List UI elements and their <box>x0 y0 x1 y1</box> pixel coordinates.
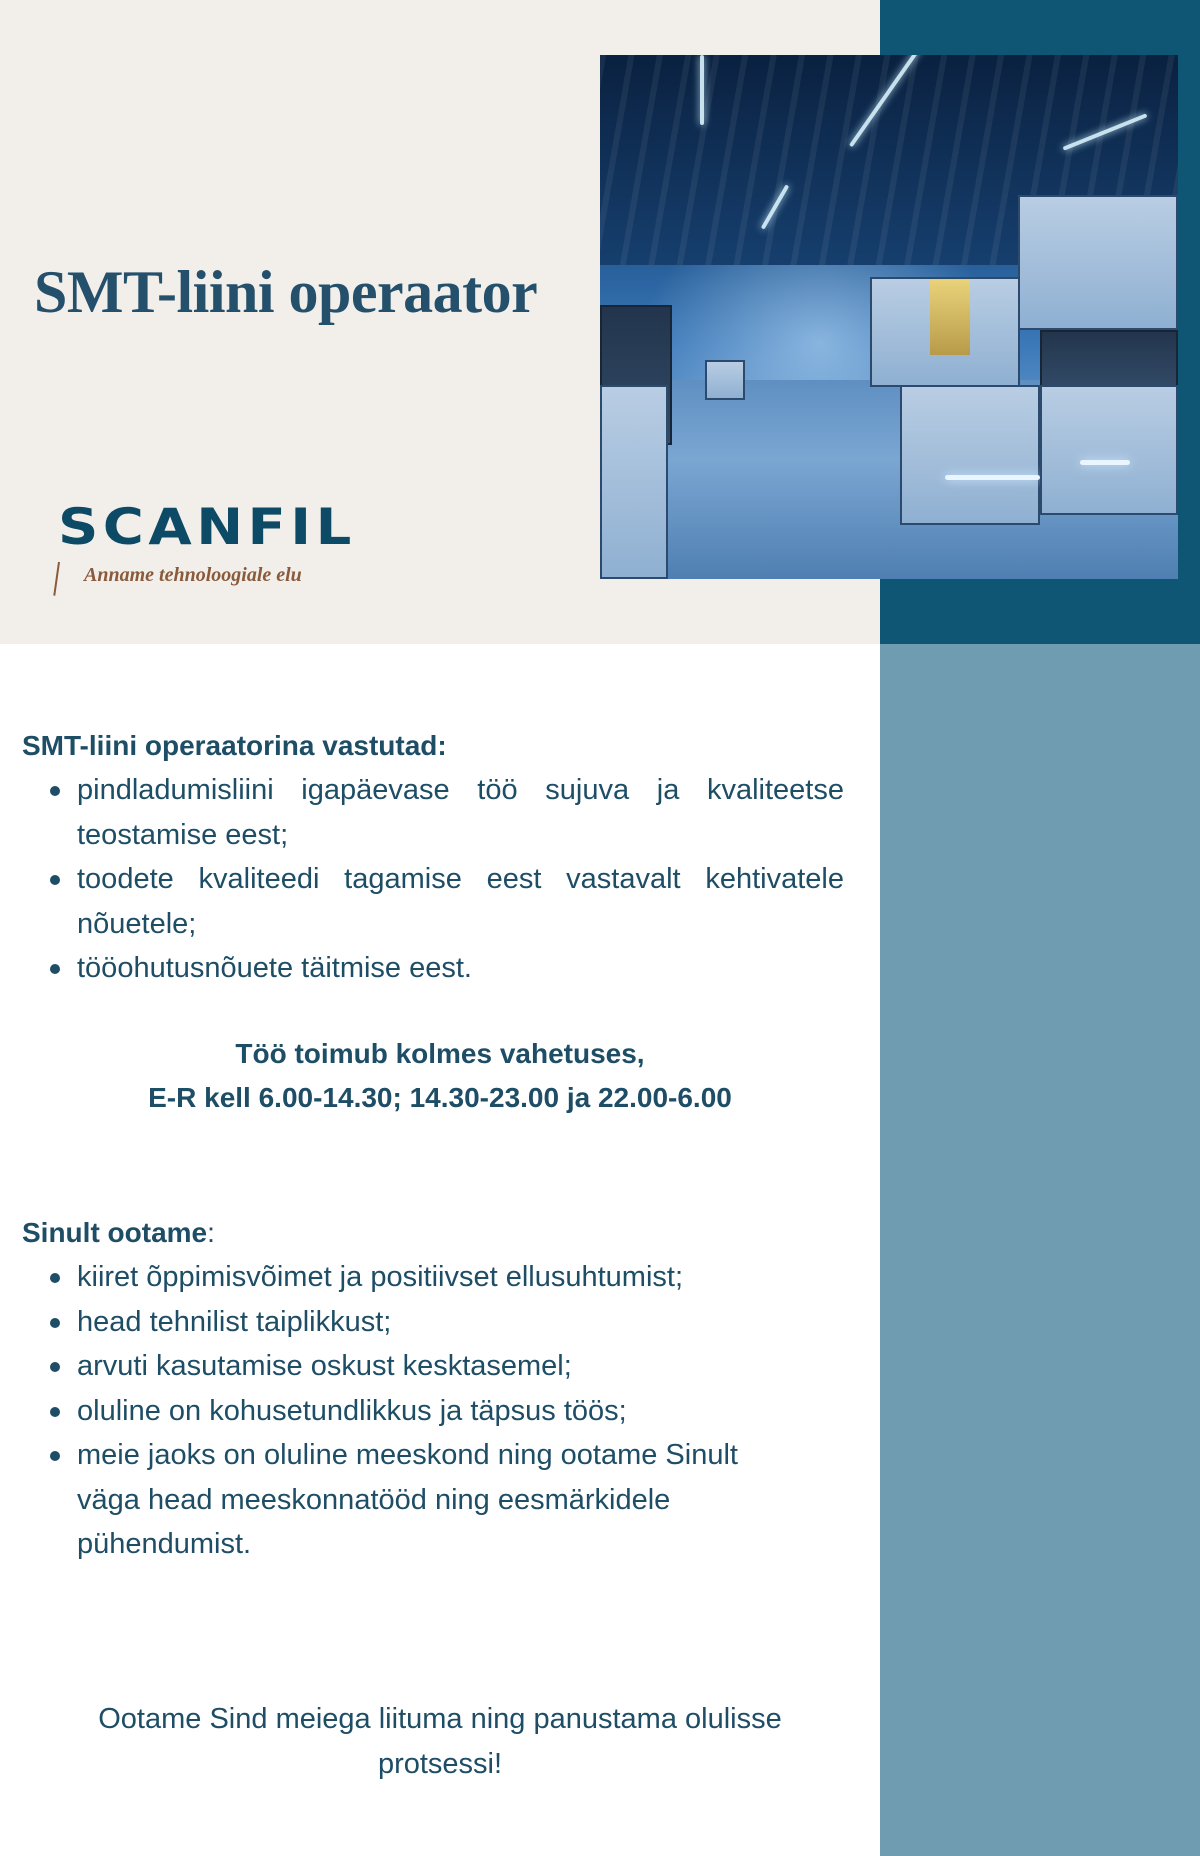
requirements-section <box>22 1211 844 1567</box>
list-item: head tehnilist taiplikkust; <box>50 1300 810 1345</box>
job-title: SMT-liini operaator <box>34 259 538 325</box>
list-item: toodete kvaliteedi tagamise eest vastavalt kehtivatele nõuetele; <box>50 857 844 946</box>
requirements-list <box>50 1255 810 1567</box>
photo-glow <box>945 475 1040 480</box>
photo-machine <box>1018 195 1178 330</box>
requirements-heading-text: Sinult ootame <box>22 1217 208 1248</box>
list-item: kiiret õppimisvõimet ja positiivset ellusuhtumist; <box>50 1255 810 1300</box>
list-item: oluline on kohusetundlikkus ja täpsus töös; <box>50 1389 810 1434</box>
logo-tagline-row <box>58 562 324 598</box>
responsibilities-list <box>50 768 844 991</box>
requirements-heading-colon: : <box>207 1217 215 1248</box>
logo-wordmark: SCANFIL <box>58 498 356 556</box>
list-item: meie jaoks on oluline meeskond ning ootame Sinult väga head meeskonnatööd ning eesmärkidele pühendumist. <box>50 1433 810 1567</box>
logo-tagline: Anname tehnoloogiale elu <box>84 564 302 586</box>
list-item: pindladumisliini igapäevase töö sujuva ja kvaliteetse teostamise eest; <box>50 768 844 857</box>
closing-message <box>0 1697 880 1787</box>
accent-column-light <box>880 644 1200 1856</box>
requirements-heading <box>22 1211 844 1255</box>
photo-glow <box>1080 460 1130 465</box>
photo-light <box>700 55 704 125</box>
shift-info <box>0 1032 880 1120</box>
photo-machine-door <box>930 280 970 355</box>
photo-machine <box>1040 330 1178 390</box>
photo-machine <box>705 360 745 400</box>
photo-robot-cart <box>900 385 1040 525</box>
list-item: tööohutusnõuete täitmise eest. <box>50 946 844 991</box>
responsibilities-heading: SMT-liini operaatorina vastutad: <box>22 730 447 761</box>
shift-line-2: E-R kell 6.00-14.30; 14.30-23.00 ja 22.00-6.00 <box>148 1082 732 1113</box>
responsibilities-section <box>22 724 844 991</box>
list-item: arvuti kasutamise oskust kesktasemel; <box>50 1344 810 1389</box>
company-logo <box>58 498 356 598</box>
closing-text: Ootame Sind meiega liituma ning panustama olulisse protsessi! <box>98 1703 782 1780</box>
photo-machine <box>1040 385 1178 515</box>
photo-machine <box>600 385 668 579</box>
shift-line-1: Töö toimub kolmes vahetuses, <box>235 1038 645 1069</box>
factory-photo <box>600 55 1178 579</box>
